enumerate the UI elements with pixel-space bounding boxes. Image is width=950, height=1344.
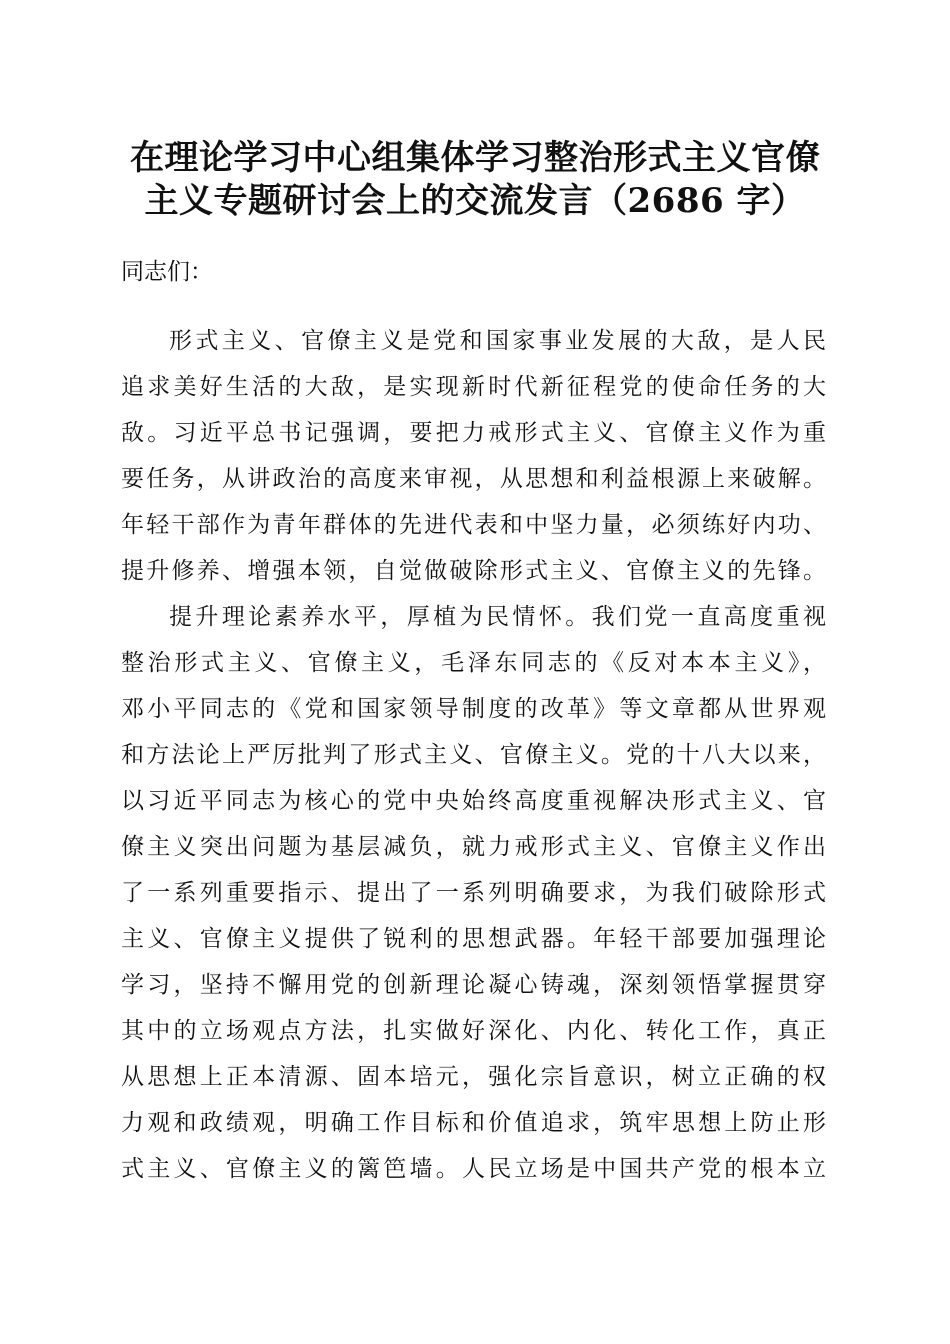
- paragraph-1-line: 年轻干部作为青年群体的先进代表和中坚力量，必须练好内功、: [121, 512, 826, 538]
- paragraph-2-line: 以习近平同志为核心的党中央始终高度重视解决形式主义、官: [121, 788, 826, 814]
- paragraph-1-line: 要任务，从讲政治的高度来审视，从思想和利益根源上来破解。: [121, 466, 826, 492]
- paragraph-1-line: 敌。习近平总书记强调，要把力戒形式主义、官僚主义作为重: [121, 420, 826, 446]
- paragraph-2-line: 学习，坚持不懈用党的创新理论凝心铸魂，深刻领悟掌握贯穿: [121, 972, 826, 998]
- paragraph-2-line: 和方法论上严厉批判了形式主义、官僚主义。党的十八大以来，: [121, 742, 826, 768]
- paragraph-2-line: 力观和政绩观，明确工作目标和价值追求，筑牢思想上防止形: [121, 1110, 826, 1136]
- paragraph-2-line: 邓小平同志的《党和国家领导制度的改革》等文章都从世界观: [121, 696, 826, 722]
- document-title-line-2: 主义专题研讨会上的交流发言（2686 字）: [144, 181, 806, 221]
- paragraph-2-line: 提升理论素养水平，厚植为民情怀。我们党一直高度重视: [169, 604, 826, 630]
- document-title-line-1: 在理论学习中心组集体学习整治形式主义官僚: [130, 138, 820, 178]
- paragraph-2-line: 式主义、官僚主义的篱笆墙。人民立场是中国共产党的根本立: [121, 1156, 826, 1182]
- salutation: 同志们：: [121, 259, 213, 285]
- paragraph-2-line: 了一系列重要指示、提出了一系列明确要求，为我们破除形式: [121, 880, 826, 906]
- paragraph-2-line: 主义、官僚主义提供了锐利的思想武器。年轻干部要加强理论: [121, 926, 826, 952]
- paragraph-2-line: 从思想上正本清源、固本培元，强化宗旨意识，树立正确的权: [121, 1064, 826, 1090]
- paragraph-2-line: 僚主义突出问题为基层减负，就力戒形式主义、官僚主义作出: [121, 834, 826, 860]
- paragraph-2-line: 其中的立场观点方法，扎实做好深化、内化、转化工作，真正: [121, 1018, 826, 1044]
- paragraph-1-line: 形式主义、官僚主义是党和国家事业发展的大敌，是人民: [169, 328, 826, 354]
- paragraph-1-line: 追求美好生活的大敌，是实现新时代新征程党的使命任务的大: [121, 374, 826, 400]
- paragraph-2-line: 整治形式主义、官僚主义，毛泽东同志的《反对本本主义》，: [121, 650, 826, 676]
- paragraph-1-line: 提升修养、增强本领，自觉做破除形式主义、官僚主义的先锋。: [121, 558, 826, 584]
